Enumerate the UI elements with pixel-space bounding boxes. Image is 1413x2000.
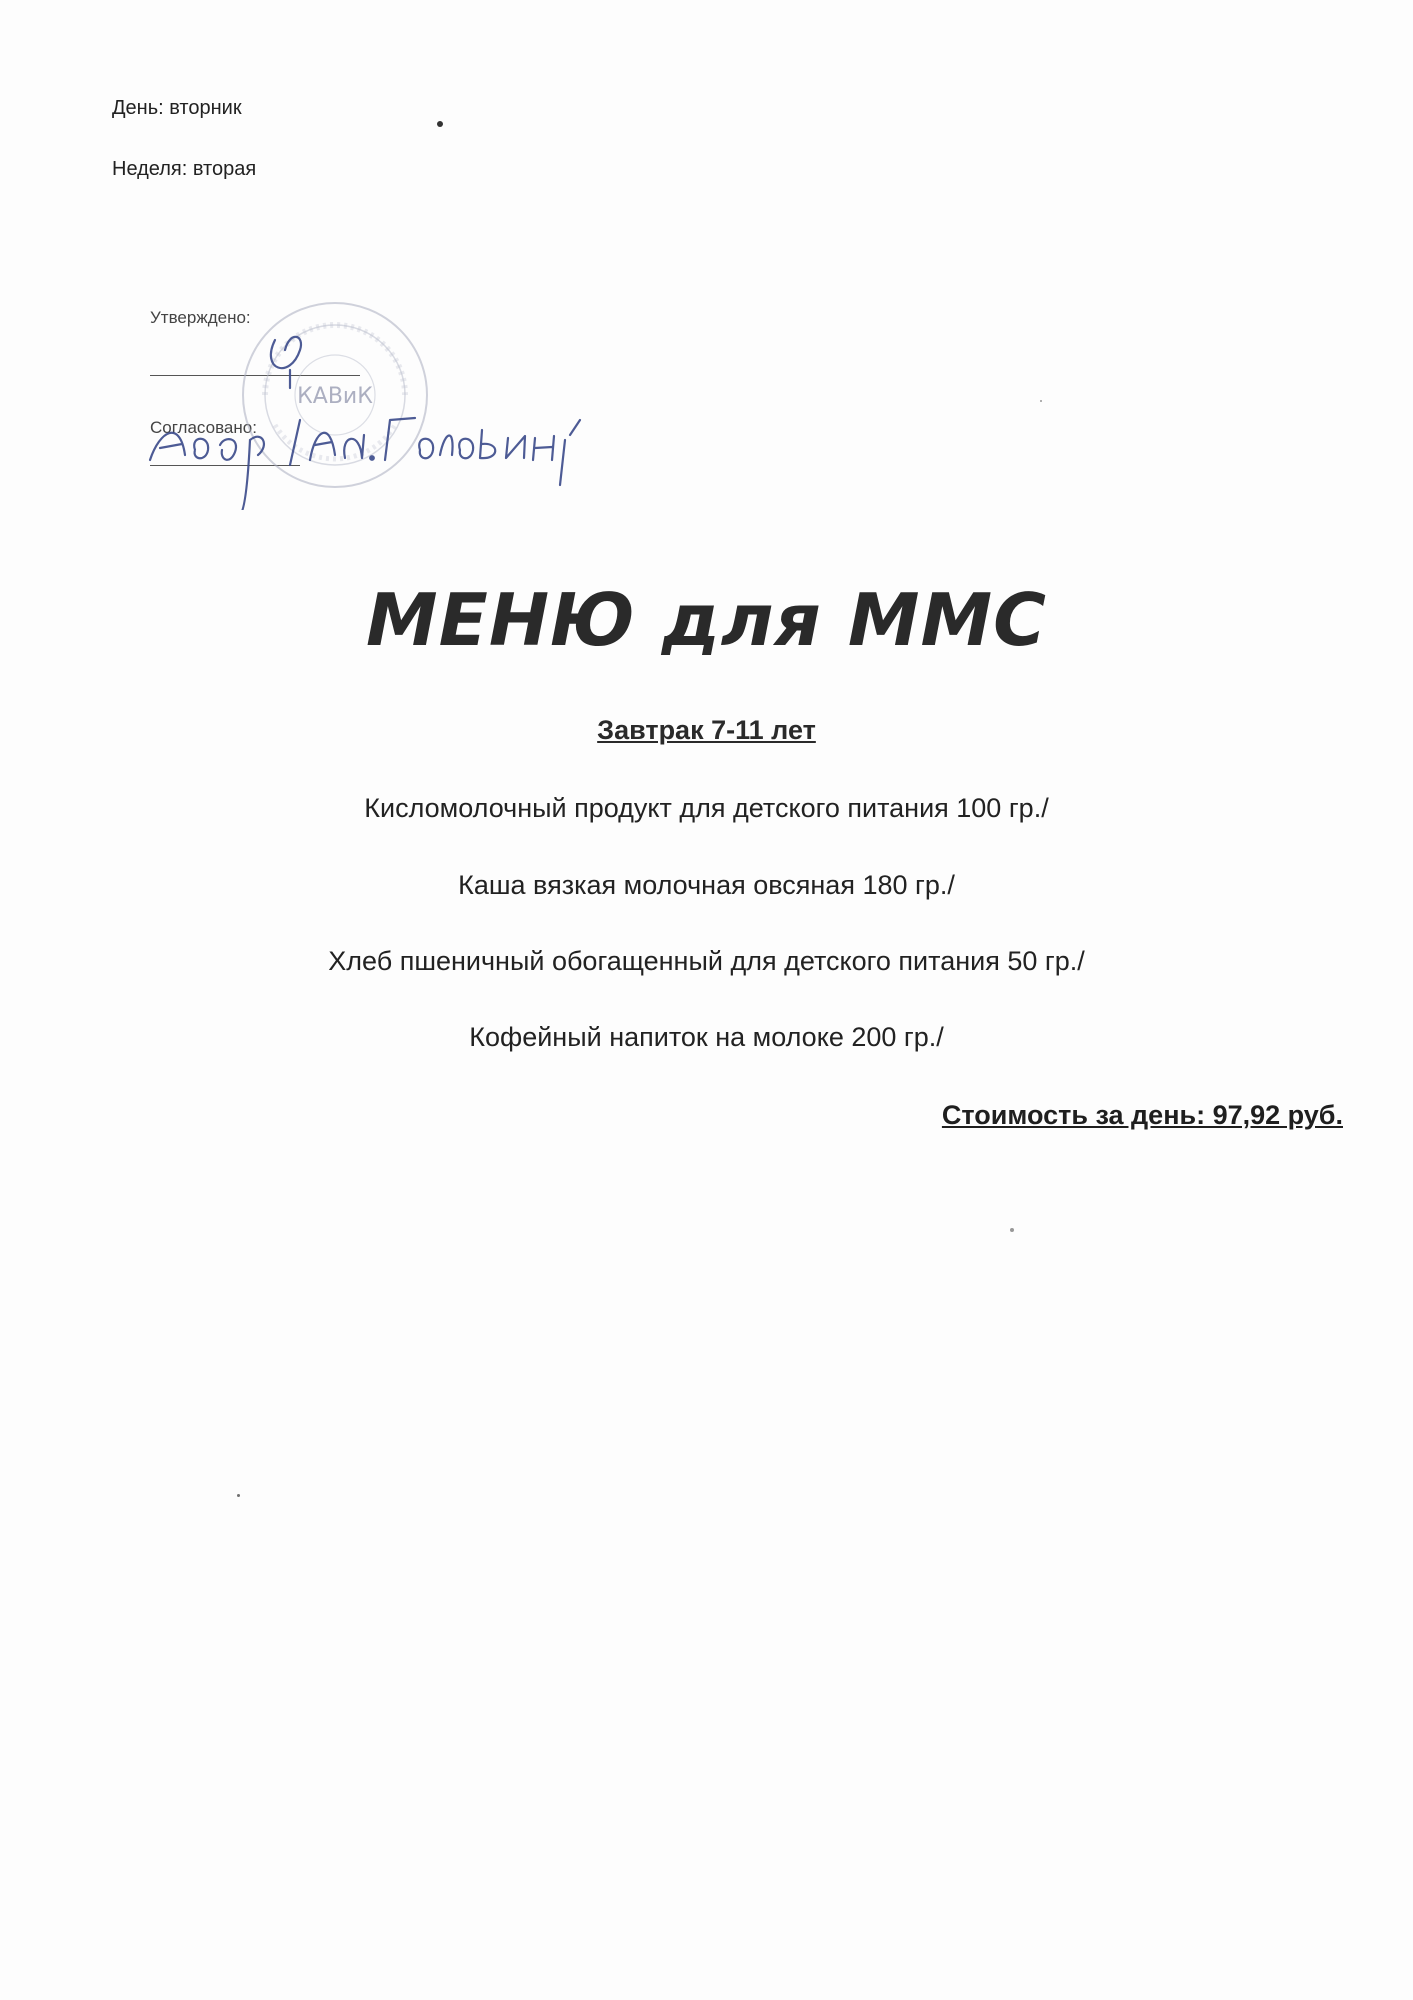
scan-speck (1010, 1228, 1014, 1232)
list-item: Кисломолочный продукт для детского питания 100 гр./ (364, 793, 1049, 823)
scan-speck (237, 1494, 240, 1497)
agreed-label: Согласовано: (150, 418, 257, 437)
page-title: МЕНЮ для ММС (366, 578, 1047, 662)
svg-text:КАВиК: КАВиК (297, 384, 373, 409)
list-item: Каша вязкая молочная овсяная 180 гр./ (458, 870, 955, 900)
list-item: Хлеб пшеничный обогащенный для детского питания 50 гр./ (328, 946, 1085, 976)
list-item: Кофейный напиток на молоке 200 гр./ (469, 1022, 944, 1052)
daily-cost-total: Стоимость за день: 97,92 руб. (941, 1100, 1343, 1130)
scan-speck (437, 121, 443, 127)
scan-speck (1040, 400, 1042, 402)
day-label: День: вторник (112, 97, 242, 119)
meal-heading: Завтрак 7-11 лет (597, 715, 816, 745)
handwritten-signature-icon (140, 310, 620, 510)
approved-label: Утверждено: (150, 308, 251, 327)
week-label: Неделя: вторая (112, 158, 257, 180)
